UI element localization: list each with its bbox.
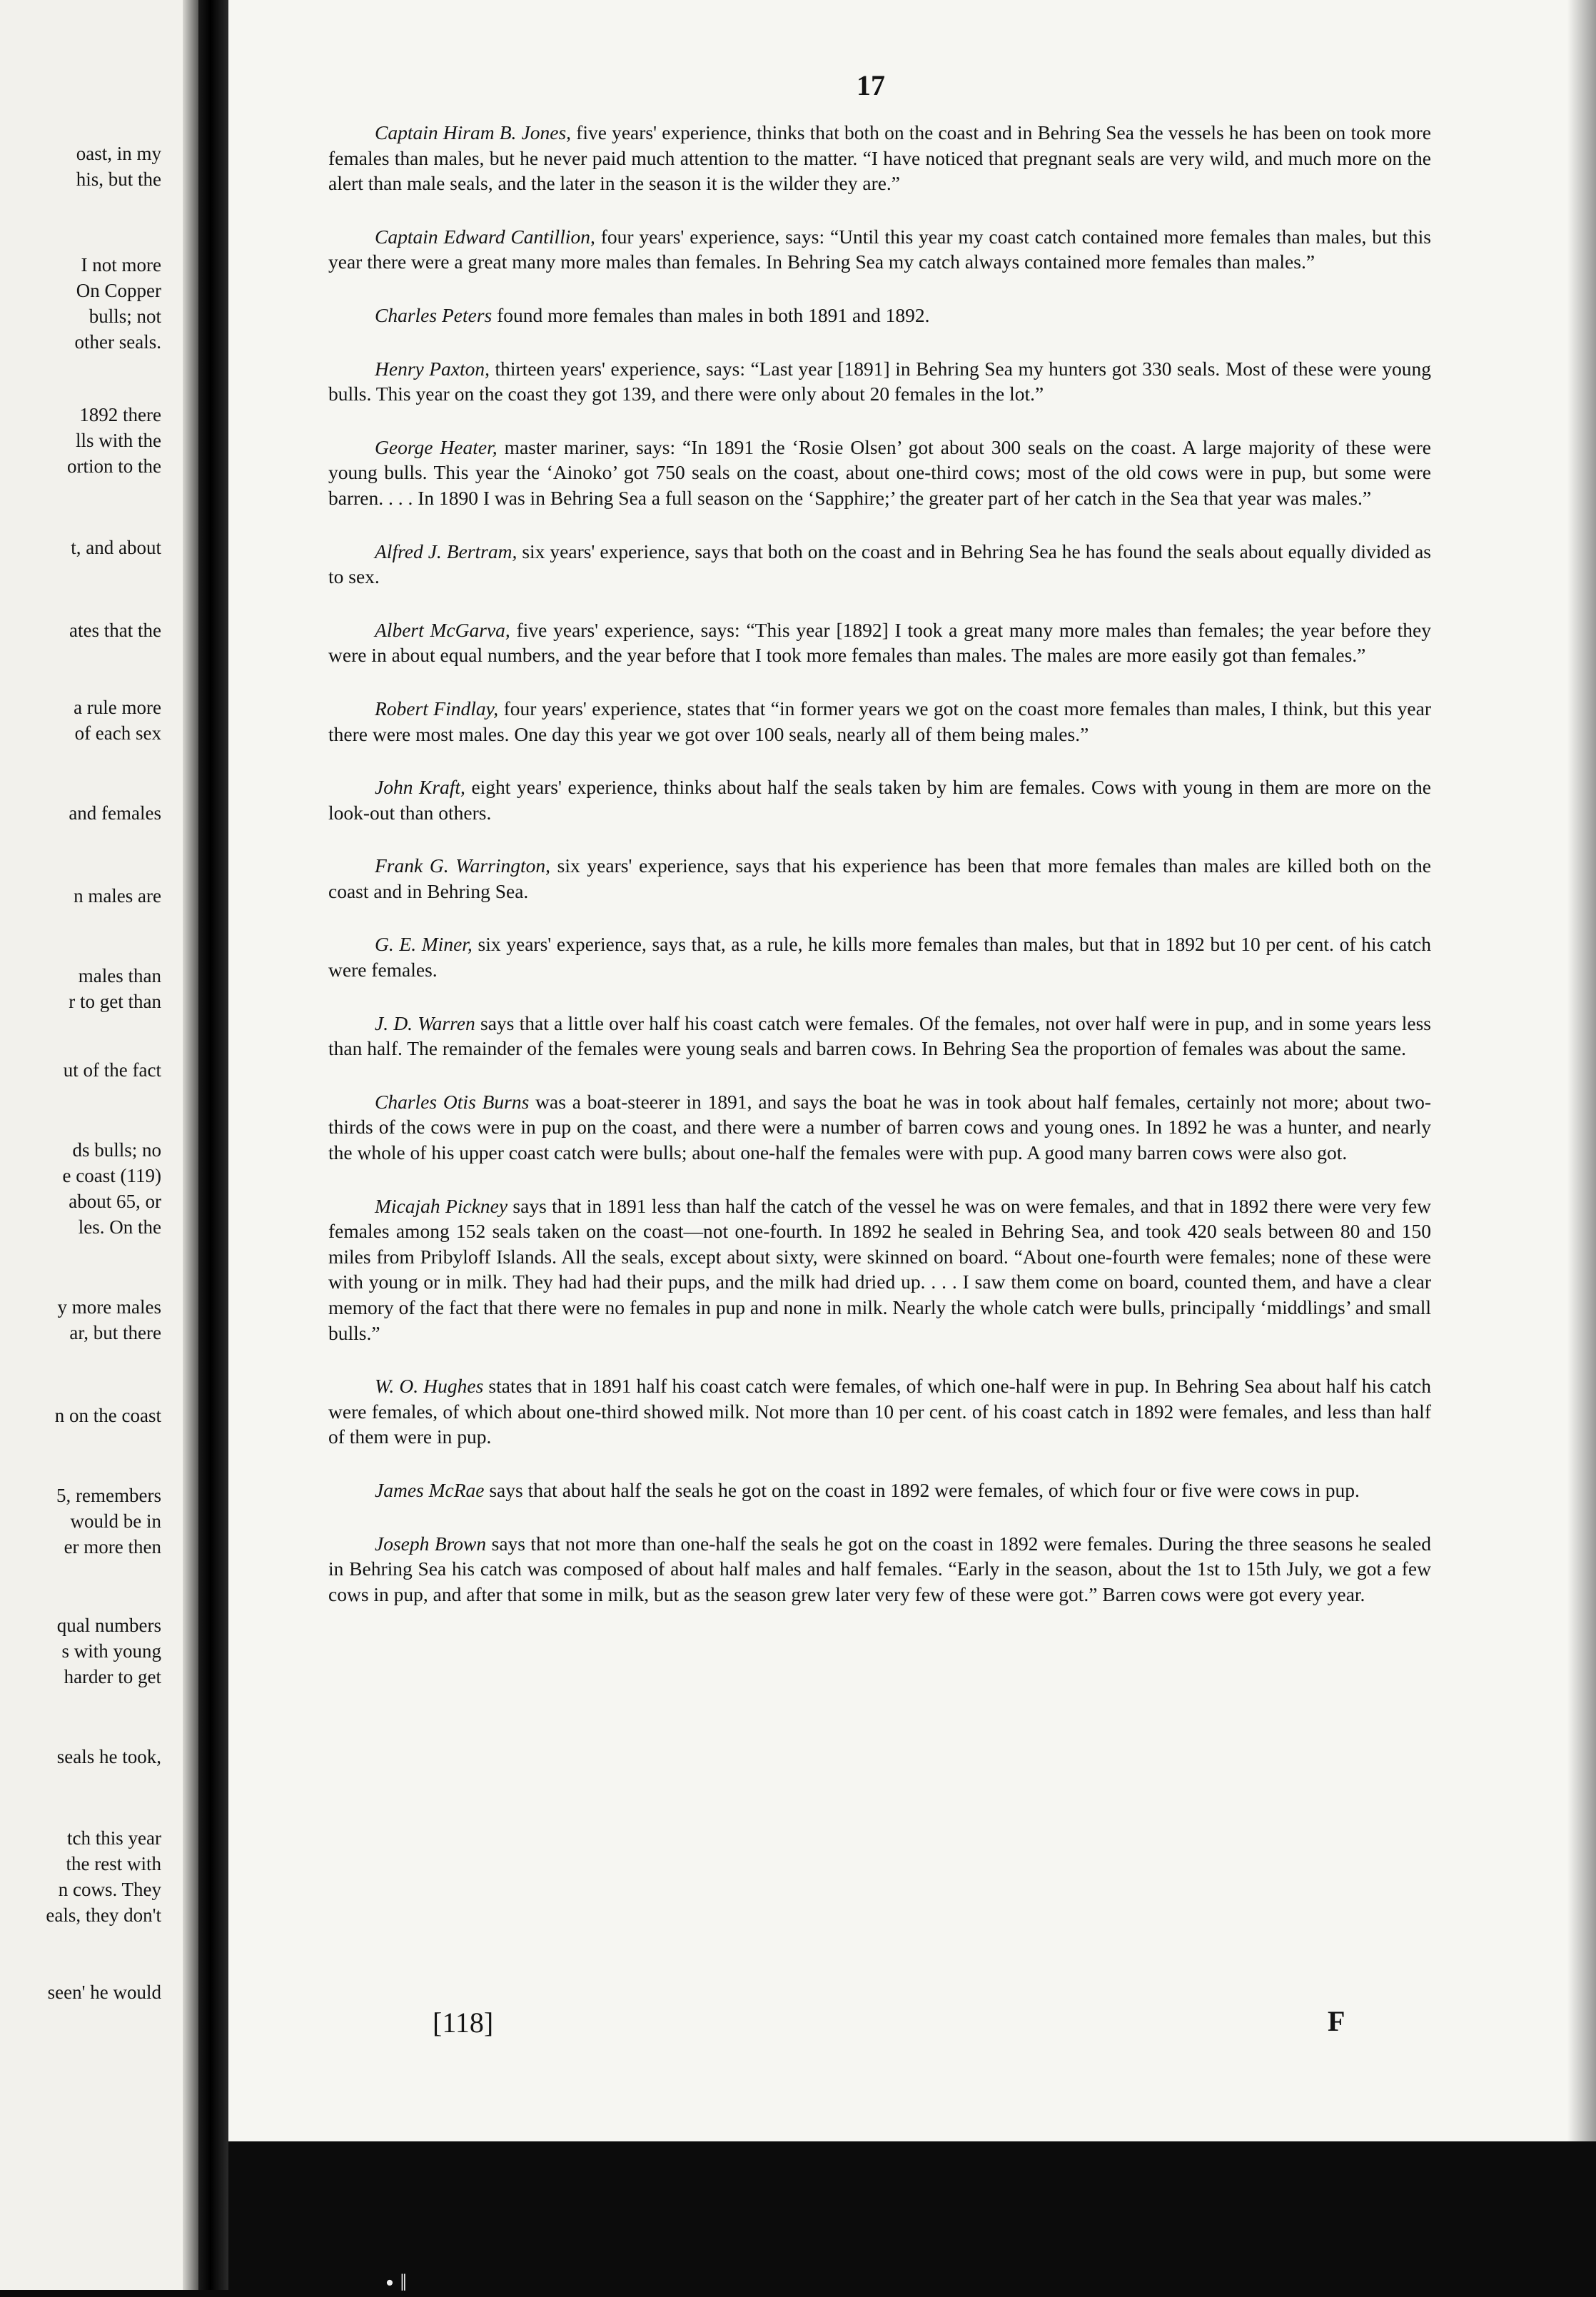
paragraph-text: states that in 1891 half his coast catch were females, of which one-half were in pup. In Behring Sea about half his catch were females, of which about one-third showed milk. Not more than 10 per cent. of his coast catch in 1892 were females, and less than half of them were in pup. (328, 1375, 1431, 1448)
paragraph-text: six years' experience, says that his experience has been that more females than males are killed both on the coast and in Behring Sea. (328, 854, 1431, 902)
facing-page-line: er more then (64, 1536, 161, 1558)
facing-page-line: ates that the (69, 620, 161, 641)
facing-page-line: On Copper (76, 280, 161, 301)
body-text (328, 120, 1431, 1635)
facing-page-line: eals, they don't (46, 1904, 161, 1926)
witness-name: Frank G. Warrington, (375, 854, 550, 877)
facing-page-text (0, 0, 180, 2290)
facing-page-line: e coast (119) (62, 1165, 161, 1186)
facing-page-line: a rule more (74, 697, 161, 718)
witness-name: Albert McGarva, (375, 618, 510, 641)
witness-name: G. E. Miner, (375, 933, 473, 956)
facing-page-line: I not more (81, 254, 161, 276)
facing-page-line: ortion to the (67, 455, 161, 477)
paragraph-text: five years' experience, thinks that both on the coast and in Behring Sea the vessels he has been on took more females than males, but he never paid much attention to the matter. “I have noticed that pregnant seals are very wild, and much more on the alert than male seals, and the later in the season it is the wilder they are.” (328, 121, 1431, 195)
facing-page-line: bulls; not (89, 306, 161, 327)
facing-page-line: n on the coast (54, 1405, 161, 1426)
facing-page-line: seen' he would (47, 1982, 161, 2003)
witness-name: James McRae (375, 1478, 485, 1501)
scan-background (228, 2141, 1596, 2290)
paragraph-text: says that about half the seals he got on the coast in 1892 were females, of which four or five were cows in pup. (484, 1478, 1360, 1501)
paragraph (328, 1089, 1431, 1166)
paragraph-text: master mariner, says: “In 1891 the ‘Rosie Olsen’ got about 300 seals on the coast. A large majority of these were young bulls. This year the ‘Ainoko’ got 750 seals on the coast, about one-third cows; most of the old cows were in pup, but some were barren. . . . In 1890 I was in Behring Sea a full season on the ‘Sapphire;’ the greater part of her catch in the Sea that year was males.” (328, 435, 1431, 509)
paragraph-text: six years' experience, says that, as a rule, he kills more females than males, but that in 1892 but 10 per cent. of his catch were females. (328, 933, 1431, 981)
witness-name: Charles Peters (375, 303, 493, 326)
witness-name: W. O. Hughes (375, 1375, 484, 1398)
page-edge-shadow (183, 0, 198, 2290)
paragraph-text: says that not more than one-half the seals he got on the coast in 1892 were females. During the three seasons he sealed in Behring Sea his catch was composed of about half males and half females. “Early in the season, about the 1st to 15th July, we got a few cows in pup, and after that some in milk, but as the season grew later very few of these were got.” Barren cows were got every year. (328, 1532, 1431, 1605)
facing-page-line: his, but the (76, 168, 161, 190)
paragraph (328, 435, 1431, 511)
page-number: 17 (857, 69, 885, 101)
facing-page-line: qual numbers (56, 1615, 161, 1636)
paragraph (328, 1193, 1431, 1346)
paragraph-text: found more females than males in both 1891 and 1892. (492, 303, 930, 326)
facing-page-line: t, and about (71, 537, 161, 558)
witness-name: John Kraft, (375, 776, 465, 799)
paragraph (328, 303, 1431, 328)
paragraph-text: says that in 1891 less than half the catch of the vessel he was on were females, and that in 1892 there were very few females among 152 seals taken on the coast—not one-fourth. In 1892 he sealed in Behring Sea, and took 420 seals between 80 and 150 miles from Pribyloff Islands. All the seals, except about sixty, were skinned on board. “About one-fourth were females; none of these were with young or in milk. They had had their pups, and the milk had dried up. . . . I saw them come on board, counted them, and have a clear memory of the fact that there were no females in pup and none in milk. Nearly the whole catch were bulls, principally ‘middlings’ and small bulls.” (328, 1194, 1432, 1344)
paragraph (328, 224, 1431, 275)
signature-mark: [118] (433, 2006, 494, 2039)
witness-name: Charles Otis Burns (375, 1090, 530, 1113)
witness-name: Henry Paxton, (375, 357, 490, 380)
paragraph-text: four years' experience, states that “in former years we got on the coast more females than males, I think, but this year there were most males. One day this year we got over 100 seals, nearly all of them being males.” (328, 697, 1431, 745)
facing-page-line: n cows. They (58, 1879, 161, 1900)
paragraph-text: was a boat-steerer in 1891, and says the boat he was in took about half females, certainly not more; about two-thirds of the cows were in pup on the coast, and there were a number of barren cows and young ones. In 1892 he was a hunter, and nearly the whole of his upper coast catch were bulls; about one-half the females were with pup. A good many barren cows were also got. (328, 1090, 1432, 1164)
facing-page-line: and females (69, 802, 161, 824)
paragraph (328, 774, 1431, 825)
facing-page-line: n males are (74, 885, 161, 907)
facing-page-line: would be in (70, 1510, 161, 1532)
facing-page-line: 5, remembers (56, 1485, 161, 1506)
facing-page (0, 0, 198, 2290)
facing-page-line: 1892 there (79, 404, 161, 425)
witness-name: George Heater, (375, 435, 498, 458)
facing-page-line: harder to get (64, 1666, 161, 1687)
facing-page-line: ds bulls; no (72, 1139, 161, 1161)
witness-name: Captain Hiram B. Jones, (375, 121, 572, 143)
paragraph (328, 932, 1431, 982)
facing-page-line: seals he took, (56, 1746, 161, 1767)
paragraph (328, 120, 1431, 196)
witness-name: Joseph Brown (375, 1532, 487, 1555)
witness-name: Micajah Pickney (375, 1194, 508, 1217)
facing-page-line: tch this year (67, 1827, 161, 1849)
facing-page-line: ut of the fact (63, 1059, 161, 1081)
facing-page-line: lls with the (76, 430, 161, 451)
paragraph-text: eight years' experience, thinks about half the seals taken by him are females. Cows with young in them are more on the look-out than others. (328, 776, 1432, 824)
paragraph-text: six years' experience, says that both on the coast and in Behring Sea he has found the seals about equally divided as to sex. (328, 540, 1431, 588)
facing-page-line: males than (78, 965, 161, 986)
paragraph-text: thirteen years' experience, says: “Last year [1891] in Behring Sea my hunters got 330 seals. Most of these were young bulls. This year on the coast they got 139, and there were only about 20 females in the lot.” (328, 357, 1432, 405)
facing-page-line: les. On the (78, 1216, 161, 1238)
witness-name: Robert Findlay, (375, 697, 499, 720)
facing-page-line: of each sex (74, 722, 161, 744)
paragraph (328, 1531, 1431, 1607)
page-edge-shadow (1567, 0, 1596, 2141)
facing-page-line: the rest with (66, 1853, 161, 1874)
paragraph-text: says that a little over half his coast catch were females. Of the females, not over half were in pup, and in some years less than half. The remainder of the females were young seals and barren cows. In Behring Sea the proportion of females was about the same. (328, 1011, 1431, 1060)
witness-name: Captain Edward Cantillion, (375, 225, 595, 248)
paragraph-text: four years' experience, says: “Until this year my coast catch contained more females than males, but this year there were a great many more males than females. In Behring Sea my catch always contained more females than males.” (328, 225, 1431, 273)
witness-name: J. D. Warren (375, 1011, 475, 1034)
book-gutter (198, 0, 228, 2290)
paragraph (328, 356, 1431, 407)
facing-page-line: oast, in my (76, 143, 161, 164)
facing-page-line: other seals. (74, 331, 161, 353)
witness-name: Alfred J. Bertram, (375, 540, 517, 562)
paragraph (328, 1478, 1431, 1503)
facing-page-line: about 65, or (69, 1191, 161, 1212)
paragraph (328, 617, 1431, 668)
paragraph (328, 539, 1431, 590)
scan-marks: • ‖ (385, 2270, 407, 2296)
facing-page-line: s with young (61, 1640, 161, 1662)
paragraph (328, 853, 1431, 904)
paragraph (328, 1011, 1431, 1061)
facing-page-line: r to get than (69, 991, 161, 1012)
paragraph (328, 1373, 1431, 1450)
sheet-letter: F (1328, 2005, 1345, 2037)
facing-page-line: y more males (57, 1296, 161, 1318)
paragraph (328, 696, 1431, 747)
paragraph-text: five years' experience, says: “This year [1892] I took a great many more males than females; the year before they were in about equal numbers, and the year before that I took more females than males. The males are more easily got than females.” (328, 618, 1431, 667)
facing-page-line: ar, but there (69, 1322, 161, 1343)
